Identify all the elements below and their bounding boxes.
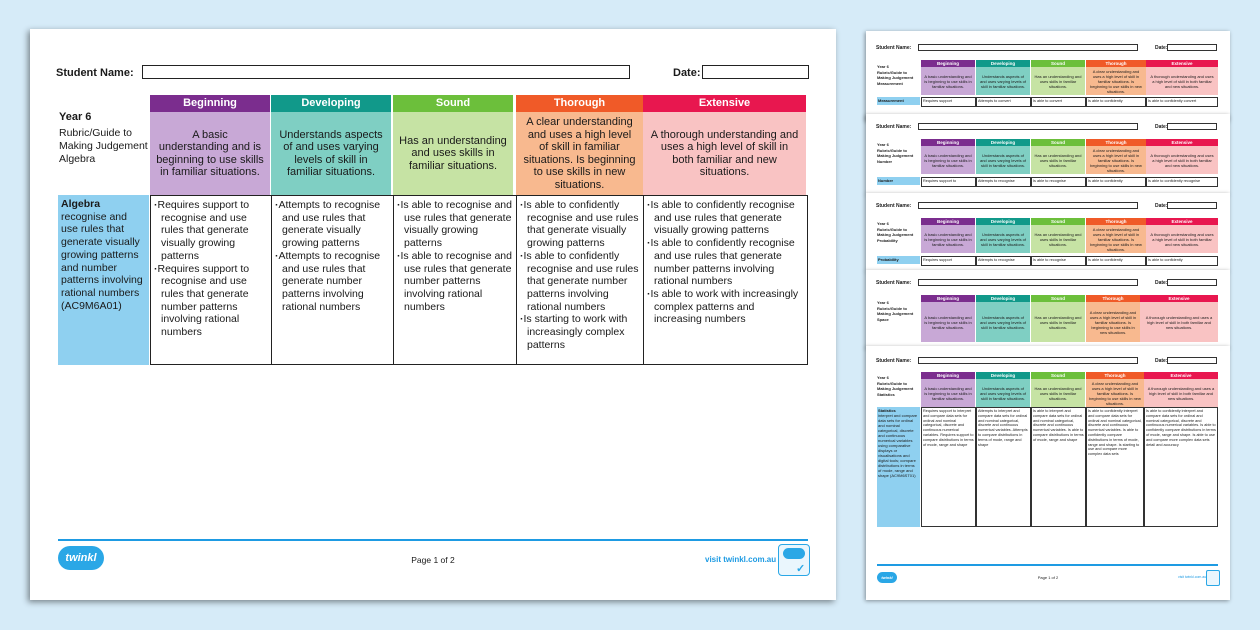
criteria-cell-thorough bbox=[516, 195, 644, 365]
preview-page-statistics[interactable] bbox=[866, 346, 1230, 600]
mini-quality-badge-icon bbox=[1206, 570, 1220, 586]
mini-header-beginning: Beginning bbox=[921, 139, 975, 146]
mini-desc: A clear understanding and uses a high level of skill in familiar situations. Is beginning to use skills in new situations. bbox=[1086, 379, 1144, 407]
mini-footer-url: visit twinkl.com.au bbox=[1178, 575, 1207, 579]
mini-student-name-label: Student Name: bbox=[876, 45, 912, 51]
mini-header-beginning: Beginning bbox=[921, 218, 975, 225]
date-field[interactable] bbox=[702, 65, 809, 79]
footer-url-link[interactable]: visit twinkl.com.au bbox=[705, 555, 777, 564]
mini-header-developing: Developing bbox=[976, 139, 1030, 146]
preview-page-measurement[interactable] bbox=[866, 31, 1230, 121]
mini-date-field bbox=[1167, 202, 1217, 209]
mini-header-beginning: Beginning bbox=[921, 372, 975, 379]
mini-header-extensive: Extensive bbox=[1146, 60, 1218, 67]
mini-intro: Year 6 Rubric/Guide to Making Judgement Measurement bbox=[877, 64, 914, 86]
mini-desc: A thorough understanding and uses a high level of skill in both familiar and new situations. bbox=[1146, 67, 1218, 95]
mini-header-developing: Developing bbox=[976, 372, 1030, 379]
mini-page-number: Page 1 of 2 bbox=[1037, 575, 1059, 580]
mini-criteria: Requires support to bbox=[921, 177, 976, 187]
criteria-item: · Is able to confidently recognise and use rules that generate visually growing patterns bbox=[647, 199, 804, 237]
level-header-sound: Sound bbox=[393, 95, 513, 112]
mini-header-thorough: Thorough bbox=[1086, 139, 1146, 146]
criteria-item: · Requires support to recognise and use rules that generate visually growing patterns bbox=[154, 199, 268, 263]
mini-desc: A clear understanding and uses a high level of skill in familiar situations. Is beginning to use skills in new situations. bbox=[1086, 225, 1146, 253]
mini-header-extensive: Extensive bbox=[1140, 295, 1218, 302]
mini-criteria: Is able to convert bbox=[1031, 97, 1086, 107]
rubric-intro bbox=[59, 111, 149, 166]
mini-student-name-field bbox=[918, 44, 1138, 51]
mini-desc: A thorough understanding and uses a high level of skill in both familiar and new situations. bbox=[1144, 379, 1218, 407]
mini-desc: A thorough understanding and uses a high level of skill in both familiar and new situations. bbox=[1146, 225, 1218, 253]
mini-header-thorough: Thorough bbox=[1086, 295, 1140, 302]
level-desc-beginning: A basic understanding and is beginning to use skills in familiar situations. bbox=[150, 112, 270, 195]
level-header-thorough: Thorough bbox=[516, 95, 643, 112]
criteria-item: · Attempts to recognise and use rules that generate number patterns involving rational numbers bbox=[275, 250, 390, 314]
rubric-topic: Algebra bbox=[59, 153, 96, 165]
mini-criteria: Attempts to interpret and compare data sets for ordinal and nominal categorical, discrete and continuous numerical variables. Attempts to compare distributions in terms of mode, range and shape bbox=[976, 407, 1031, 527]
criteria-item: · Requires support to recognise and use rules that generate number patterns involving rational numbers bbox=[154, 263, 268, 339]
year-label: Year 6 bbox=[59, 111, 92, 123]
mini-criteria: Is able to confidently convert bbox=[1146, 97, 1218, 107]
mini-header-sound: Sound bbox=[1031, 295, 1085, 302]
criteria-item: · Is able to confidently recognise and use rules that generate visually growing patterns bbox=[520, 199, 640, 250]
mini-intro: Year 6 Rubric/Guide to Making Judgement Number bbox=[877, 142, 914, 164]
strand-text: recognise and use rules that generate visually growing patterns and number patterns involving rational numbers (AC9M6A01) bbox=[61, 210, 143, 312]
level-column-thorough bbox=[516, 95, 643, 195]
preview-page-number[interactable] bbox=[866, 114, 1230, 194]
mini-student-name-field bbox=[918, 357, 1138, 364]
mini-criteria: Attempts to recognise bbox=[976, 256, 1031, 266]
student-name-field[interactable] bbox=[142, 65, 630, 79]
mini-desc: Has an understanding and uses skills in familiar situations. bbox=[1031, 225, 1085, 253]
level-header-extensive: Extensive bbox=[643, 95, 806, 112]
twinkl-logo-icon: twinkl bbox=[58, 546, 104, 570]
mini-twinkl-logo-icon: twinkl bbox=[877, 572, 897, 583]
mini-date-field bbox=[1167, 44, 1217, 51]
mini-header-beginning: Beginning bbox=[921, 60, 975, 67]
mini-student-name-field bbox=[918, 279, 1138, 286]
mini-strand: Number bbox=[877, 177, 920, 185]
quality-approved-badge-icon bbox=[778, 544, 810, 576]
mini-date-field bbox=[1167, 279, 1217, 286]
criteria-cell-extensive bbox=[643, 195, 808, 365]
criteria-item: · Is able to work with increasingly complex patterns and increasing numbers bbox=[647, 288, 804, 326]
mini-criteria: Is able to confidently bbox=[1146, 256, 1218, 266]
mini-header-sound: Sound bbox=[1031, 218, 1085, 225]
date-label: Date: bbox=[673, 67, 701, 79]
criteria-item: · Is starting to work with increasingly complex patterns bbox=[520, 313, 640, 351]
mini-desc: Understands aspects of and uses varying levels of skill in familiar situations. bbox=[976, 379, 1030, 407]
mini-header-thorough: Thorough bbox=[1086, 372, 1144, 379]
checkmark-icon: ✓ bbox=[796, 563, 806, 575]
mini-header-extensive: Extensive bbox=[1146, 218, 1218, 225]
criteria-item: · Is able to recognise and use rules that generate visually growing patterns bbox=[397, 199, 513, 250]
mini-desc: A clear understanding and uses a high level of skill in familiar situations. Is beginning to use skills in new situations. bbox=[1086, 146, 1146, 174]
mini-desc: Has an understanding and uses skills in familiar situations. bbox=[1031, 67, 1085, 95]
rubric-subtitle: Rubric/Guide to Making Judgement bbox=[59, 127, 148, 152]
criteria-item: · Is able to recognise and use rules that generate number patterns involving rational numbers bbox=[397, 250, 513, 314]
mini-criteria: Is able to confidently interpret and compare data sets for ordinal and nominal categorical, discrete and continuous numerical variables. Is able to confidently compare distributions in terms of mode, range and shape. Is able to use and compare more complex data sets detail and accuracy bbox=[1144, 407, 1218, 527]
mini-header-sound: Sound bbox=[1031, 372, 1085, 379]
level-column-beginning bbox=[150, 95, 270, 195]
twinkl-badge-cloud-icon bbox=[783, 548, 805, 559]
strand-title: Algebra bbox=[61, 198, 101, 210]
mini-criteria: Is able to confidently bbox=[1086, 97, 1146, 107]
level-column-extensive bbox=[643, 95, 806, 195]
mini-criteria: Requires support bbox=[921, 256, 976, 266]
mini-strand-statistics: Statistics interpret and compare data sets for ordinal and nominal categorical, discrete and continuous numerical variables using comparative displays or visualisations and digital tools; compare distributions in terms of mode, range and shape (AC9M6ST01) bbox=[877, 407, 920, 527]
mini-student-name-label: Student Name: bbox=[876, 124, 912, 130]
mini-desc: A thorough understanding and uses a high level of skill in both familiar and new situations. bbox=[1146, 146, 1218, 174]
preview-page-probability[interactable] bbox=[866, 193, 1230, 271]
mini-desc: Understands aspects of and uses varying levels of skill in familiar situations. bbox=[976, 225, 1030, 253]
mini-desc: A basic understanding and is beginning to use skills in familiar situations. bbox=[921, 225, 975, 253]
criteria-cell-developing bbox=[271, 195, 394, 365]
strand-cell-algebra bbox=[58, 195, 149, 365]
mini-criteria: Is able to confidently bbox=[1086, 177, 1146, 187]
mini-criteria: Is able to recognise bbox=[1031, 256, 1086, 266]
level-desc-extensive: A thorough understanding and uses a high level of skill in both familiar and new situations. bbox=[643, 112, 806, 195]
mini-strand: Probability bbox=[877, 256, 920, 264]
criteria-cell-sound bbox=[393, 195, 517, 365]
mini-desc: A thorough understanding and uses a high level of skill in both familiar and new situations. bbox=[1140, 302, 1218, 342]
mini-criteria: Attempts to convert bbox=[976, 97, 1031, 107]
mini-strand: Measurement bbox=[877, 97, 920, 105]
mini-desc: Understands aspects of and uses varying levels of skill in familiar situations. bbox=[976, 146, 1030, 174]
mini-desc: A clear understanding and uses a high level of skill in familiar situations. Is beginning to use skills in new situations. bbox=[1086, 67, 1146, 95]
mini-header-sound: Sound bbox=[1031, 139, 1085, 146]
mini-desc: Has an understanding and uses skills in familiar situations. bbox=[1031, 146, 1085, 174]
mini-header-developing: Developing bbox=[976, 295, 1030, 302]
mini-date-field bbox=[1167, 357, 1217, 364]
mini-header-extensive: Extensive bbox=[1146, 139, 1218, 146]
mini-date-field bbox=[1167, 123, 1217, 130]
mini-date-label: Date: bbox=[1155, 280, 1168, 286]
mini-header-developing: Developing bbox=[976, 60, 1030, 67]
level-column-sound bbox=[393, 95, 513, 195]
mini-desc: Has an understanding and uses skills in familiar situations. bbox=[1031, 379, 1085, 407]
mini-student-name-field bbox=[918, 202, 1138, 209]
criteria-item: · Attempts to recognise and use rules that generate visually growing patterns bbox=[275, 199, 390, 250]
level-header-developing: Developing bbox=[271, 95, 391, 112]
mini-criteria: Requires support to interpret and compare data sets for ordinal and nominal categorical, discrete and continuous numerical variables. Requires support to compare distributions in terms of mode, range and shape bbox=[921, 407, 976, 527]
student-name-label: Student Name: bbox=[56, 67, 134, 79]
mini-header-beginning: Beginning bbox=[921, 295, 975, 302]
mini-desc: Understands aspects of and uses varying levels of skill in familiar situations. bbox=[976, 302, 1030, 342]
mini-student-name-label: Student Name: bbox=[876, 203, 912, 209]
mini-intro: Year 6 Rubric/Guide to Making Judgement Statistics bbox=[877, 375, 914, 397]
level-desc-developing: Understands aspects of and uses varying levels of skill in familiar situations. bbox=[271, 112, 391, 195]
mini-header-thorough: Thorough bbox=[1086, 60, 1146, 67]
mini-header-extensive: Extensive bbox=[1144, 372, 1218, 379]
rubric-page-main bbox=[30, 29, 836, 600]
mini-desc: Understands aspects of and uses varying levels of skill in familiar situations. bbox=[976, 67, 1030, 95]
criteria-cell-beginning bbox=[150, 195, 272, 365]
mini-criteria: Is able to interpret and compare data sets for ordinal and nominal categorical, discrete and continuous numerical variables. Is able to compare distributions in terms of mode, range and shape bbox=[1031, 407, 1086, 527]
mini-desc: A basic understanding and is beginning to use skills in familiar situations. bbox=[921, 302, 975, 342]
mini-header-thorough: Thorough bbox=[1086, 218, 1146, 225]
mini-date-label: Date: bbox=[1155, 203, 1168, 209]
mini-date-label: Date: bbox=[1155, 358, 1168, 364]
mini-criteria: Is able to confidently interpret and compare data sets for ordinal and nominal categorical, discrete and continuous numerical variables. Is able to confidently compare distributions in terms of mode, range and shape. Is starting to use and compare more complex data sets bbox=[1086, 407, 1144, 527]
mini-student-name-field bbox=[918, 123, 1138, 130]
mini-student-name-label: Student Name: bbox=[876, 280, 912, 286]
mini-criteria: Is able to recognise bbox=[1031, 177, 1086, 187]
mini-criteria: Is able to confidently recognise bbox=[1146, 177, 1218, 187]
mini-desc: A basic understanding and is beginning to use skills in familiar situations. bbox=[921, 379, 975, 407]
mini-desc: Has an understanding and uses skills in familiar situations. bbox=[1031, 302, 1085, 342]
preview-page-space[interactable] bbox=[866, 270, 1230, 348]
level-desc-thorough: A clear understanding and uses a high level of skill in familiar situations. Is beginning to use skills in new situations. bbox=[516, 112, 643, 195]
mini-date-label: Date: bbox=[1155, 124, 1168, 130]
mini-intro: Year 6 Rubric/Guide to Making Judgement Space bbox=[877, 300, 914, 322]
mini-criteria: Is able to confidently bbox=[1086, 256, 1146, 266]
mini-date-label: Date: bbox=[1155, 45, 1168, 51]
mini-header-developing: Developing bbox=[976, 218, 1030, 225]
level-column-developing bbox=[271, 95, 391, 195]
mini-footer-divider bbox=[877, 564, 1218, 566]
mini-desc: A basic understanding and is beginning to use skills in familiar situations. bbox=[921, 146, 975, 174]
mini-desc: A basic understanding and is beginning to use skills in familiar situations. bbox=[921, 67, 975, 95]
level-desc-sound: Has an understanding and uses skills in familiar situations. bbox=[393, 112, 513, 195]
criteria-item: · Is able to confidently recognise and use rules that generate number patterns involving rational numbers bbox=[647, 237, 804, 288]
page-number: Page 1 of 2 bbox=[411, 555, 455, 565]
mini-header-sound: Sound bbox=[1031, 60, 1085, 67]
mini-criteria: Requires support bbox=[921, 97, 976, 107]
mini-criteria: Attempts to recognise bbox=[976, 177, 1031, 187]
mini-intro: Year 6 Rubric/Guide to Making Judgement Probability bbox=[877, 221, 914, 243]
mini-student-name-label: Student Name: bbox=[876, 358, 912, 364]
footer-divider bbox=[58, 539, 808, 541]
criteria-item: · Is able to confidently recognise and use rules that generate number patterns involving rational numbers bbox=[520, 250, 640, 314]
mini-desc: A clear understanding and uses a high level of skill in familiar situations. Is beginning to use skills in new situations. bbox=[1086, 302, 1140, 342]
level-header-beginning: Beginning bbox=[150, 95, 270, 112]
